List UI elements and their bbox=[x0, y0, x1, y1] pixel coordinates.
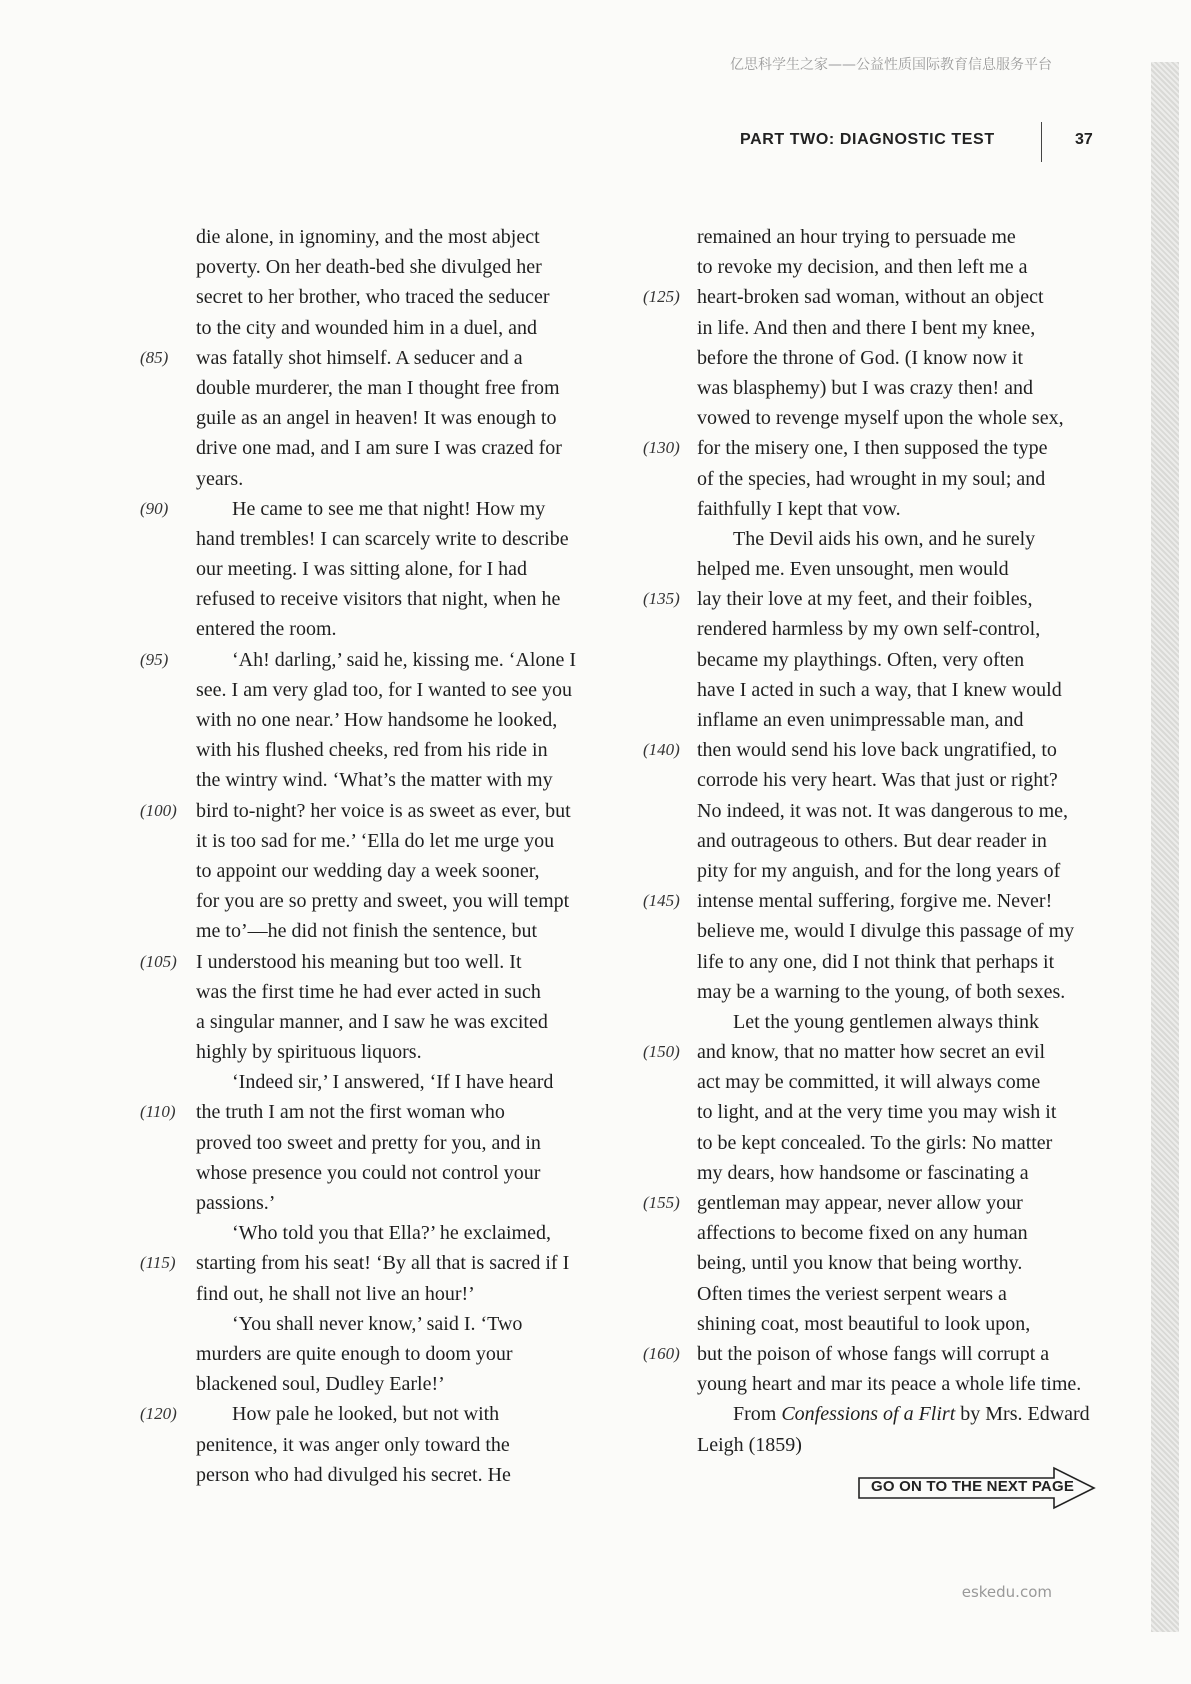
line-text: guile as an angel in heaven! It was enough to bbox=[196, 407, 557, 430]
line-number: (160) bbox=[643, 1343, 680, 1363]
text-line bbox=[643, 1007, 1118, 1037]
right-column bbox=[643, 222, 1118, 1460]
line-text: believe me, would I divulge this passage of my bbox=[697, 920, 1075, 943]
line-text: and know, that no matter how secret an evil bbox=[697, 1041, 1046, 1064]
line-text: ‘Indeed sir,’ I answered, ‘If I have heard bbox=[232, 1071, 554, 1094]
line-text: became my playthings. Often, very often bbox=[697, 648, 1025, 671]
line-text: was blasphemy) but I was crazy then! and bbox=[697, 376, 1033, 399]
line-text: find out, he shall not live an hour!’ bbox=[196, 1282, 475, 1305]
text-line bbox=[643, 1339, 1118, 1369]
line-text: shining coat, most beautiful to look upon, bbox=[697, 1312, 1031, 1335]
citation-author: by Mrs. Edward bbox=[955, 1403, 1090, 1426]
text-line bbox=[140, 614, 615, 644]
line-text: a singular manner, and I saw he was excited bbox=[196, 1010, 548, 1033]
line-text: No indeed, it was not. It was dangerous to me, bbox=[697, 799, 1069, 822]
line-text: young heart and mar its peace a whole life time. bbox=[697, 1373, 1082, 1396]
line-number: (140) bbox=[643, 740, 680, 760]
text-line bbox=[643, 705, 1118, 735]
line-text: to be kept concealed. To the girls: No matter bbox=[697, 1131, 1053, 1154]
watermark-bottom: eskedu.com bbox=[961, 1583, 1052, 1601]
line-text: Often times the veriest serpent wears a bbox=[697, 1282, 1007, 1305]
text-line bbox=[643, 1279, 1118, 1309]
text-line bbox=[643, 1097, 1118, 1127]
citation-year: Leigh (1859) bbox=[697, 1433, 802, 1456]
text-line bbox=[643, 524, 1118, 554]
text-line bbox=[643, 222, 1118, 252]
line-text: see. I am very glad too, for I wanted to see you bbox=[196, 678, 572, 701]
text-line bbox=[643, 403, 1118, 433]
line-text: person who had divulged his secret. He bbox=[196, 1463, 511, 1486]
header-divider bbox=[1041, 122, 1042, 162]
text-line bbox=[643, 826, 1118, 856]
text-line bbox=[140, 464, 615, 494]
line-text: vowed to revenge myself upon the whole sex, bbox=[697, 407, 1064, 430]
text-line bbox=[140, 313, 615, 343]
text-line bbox=[140, 1067, 615, 1097]
text-line bbox=[643, 735, 1118, 765]
text-line bbox=[643, 554, 1118, 584]
text-line bbox=[643, 614, 1118, 644]
line-text: pity for my anguish, and for the long years of bbox=[697, 859, 1061, 882]
text-line bbox=[140, 1037, 615, 1067]
line-text: He came to see me that night! How my bbox=[232, 497, 546, 520]
text-line bbox=[140, 1218, 615, 1248]
line-text: poverty. On her death-bed she divulged her bbox=[196, 256, 542, 279]
line-text: but the poison of whose fangs will corrupt a bbox=[697, 1342, 1050, 1365]
line-number: (135) bbox=[643, 589, 680, 609]
line-text: affections to become fixed on any human bbox=[697, 1222, 1028, 1245]
line-text: faithfully I kept that vow. bbox=[697, 497, 901, 520]
line-text: whose presence you could not control your bbox=[196, 1161, 541, 1184]
text-line bbox=[140, 403, 615, 433]
go-on-label: GO ON TO THE NEXT PAGE bbox=[871, 1478, 1075, 1495]
line-text: proved too sweet and pretty for you, and in bbox=[196, 1131, 541, 1154]
line-number: (115) bbox=[140, 1253, 176, 1273]
text-line bbox=[140, 645, 615, 675]
text-line bbox=[140, 1188, 615, 1218]
citation-title: Confessions of a Flirt bbox=[781, 1403, 956, 1426]
line-text: may be a warning to the young, of both sexes. bbox=[697, 980, 1066, 1003]
text-line bbox=[643, 1218, 1118, 1248]
line-text: it is too sad for me.’ ‘Ella do let me urge you bbox=[196, 829, 555, 852]
text-line bbox=[140, 1007, 615, 1037]
text-line bbox=[643, 1037, 1118, 1067]
line-text: inflame an even unimpressable man, and bbox=[697, 709, 1024, 731]
line-number: (150) bbox=[643, 1042, 680, 1062]
text-line bbox=[643, 675, 1118, 705]
text-line bbox=[643, 645, 1118, 675]
text-line bbox=[643, 1128, 1118, 1158]
line-text: refused to receive visitors that night, when he bbox=[196, 588, 561, 611]
line-text: How pale he looked, but not with bbox=[232, 1403, 500, 1426]
text-line bbox=[643, 252, 1118, 282]
text-line bbox=[140, 584, 615, 614]
line-number: (95) bbox=[140, 649, 169, 669]
line-text: to the city and wounded him in a duel, and bbox=[196, 316, 538, 339]
text-line bbox=[140, 977, 615, 1007]
line-text: years. bbox=[196, 467, 244, 490]
line-text: to light, and at the very time you may wish it bbox=[697, 1101, 1057, 1124]
text-line bbox=[643, 373, 1118, 403]
line-text: the truth I am not the first woman who bbox=[196, 1101, 505, 1124]
text-line bbox=[140, 705, 615, 735]
text-line bbox=[140, 343, 615, 373]
text-line bbox=[140, 947, 615, 977]
text-line bbox=[140, 494, 615, 524]
line-text: to appoint our wedding day a week sooner, bbox=[196, 859, 540, 882]
text-line bbox=[140, 1430, 615, 1460]
text-line bbox=[643, 282, 1118, 312]
text-line bbox=[643, 1067, 1118, 1097]
text-line bbox=[140, 675, 615, 705]
text-line bbox=[643, 494, 1118, 524]
watermark-top: 亿思科学生之家——公益性质国际教育信息服务平台 bbox=[730, 57, 1052, 73]
line-number: (155) bbox=[643, 1193, 680, 1212]
text-line bbox=[643, 916, 1118, 946]
line-text: our meeting. I was sitting alone, for I had bbox=[196, 558, 528, 581]
text-line bbox=[643, 433, 1118, 463]
line-text: me to’—he did not finish the sentence, but bbox=[196, 920, 538, 943]
line-text: intense mental suffering, forgive me. Never! bbox=[697, 890, 1053, 913]
line-text: was fatally shot himself. A seducer and a bbox=[196, 346, 523, 369]
line-text: blackened soul, Dudley Earle!’ bbox=[196, 1373, 445, 1396]
line-text: Let the young gentlemen always think bbox=[733, 1010, 1040, 1033]
text-line bbox=[140, 252, 615, 282]
line-text: the wintry wind. ‘What’s the matter with my bbox=[196, 769, 553, 792]
go-on-next-page-button[interactable] bbox=[858, 1466, 1096, 1510]
line-text: my dears, how handsome or fascinating a bbox=[697, 1161, 1029, 1184]
line-text: act may be committed, it will always come bbox=[697, 1071, 1041, 1094]
line-text: of the species, had wrought in my soul; and bbox=[697, 467, 1046, 490]
text-line bbox=[140, 433, 615, 463]
left-column bbox=[140, 222, 615, 1490]
text-line bbox=[643, 1248, 1118, 1278]
line-number: (100) bbox=[140, 800, 177, 820]
line-text: with his flushed cheeks, red from his ride in bbox=[196, 739, 548, 762]
text-line bbox=[140, 373, 615, 403]
line-number: (85) bbox=[140, 347, 169, 367]
line-text: entered the room. bbox=[196, 618, 337, 641]
text-line bbox=[643, 1158, 1118, 1188]
scan-edge-shadow bbox=[1151, 62, 1179, 1632]
text-line bbox=[643, 464, 1118, 494]
line-text: drive one mad, and I am sure I was crazed for bbox=[196, 437, 562, 460]
text-line bbox=[140, 1128, 615, 1158]
line-text: secret to her brother, who traced the seducer bbox=[196, 286, 550, 309]
line-text: lay their love at my feet, and their foibles, bbox=[697, 588, 1033, 611]
text-line bbox=[140, 826, 615, 856]
text-line bbox=[643, 1188, 1118, 1218]
text-line bbox=[140, 1460, 615, 1490]
line-text: and outrageous to others. But dear reader in bbox=[697, 829, 1047, 852]
text-line bbox=[140, 282, 615, 312]
line-text: murders are quite enough to doom your bbox=[196, 1342, 513, 1365]
line-text: for the misery one, I then supposed the type bbox=[697, 437, 1048, 460]
citation-prefix: From bbox=[733, 1403, 782, 1426]
line-number: (110) bbox=[140, 1102, 176, 1122]
text-line bbox=[140, 796, 615, 826]
citation-line bbox=[643, 1430, 1118, 1460]
text-line bbox=[140, 765, 615, 795]
text-line bbox=[140, 1339, 615, 1369]
citation bbox=[697, 1399, 1090, 1429]
line-text: I understood his meaning but too well. It bbox=[196, 950, 522, 973]
text-line bbox=[643, 584, 1118, 614]
line-text: heart-broken sad woman, without an object bbox=[697, 286, 1044, 309]
line-text: life to any one, did I not think that perhaps it bbox=[697, 950, 1055, 973]
line-text: ‘Ah! darling,’ said he, kissing me. ‘Alone I bbox=[232, 648, 576, 671]
line-text: The Devil aids his own, and he surely bbox=[733, 527, 1036, 550]
line-text: was the first time he had ever acted in such bbox=[196, 980, 541, 1003]
line-text: ‘Who told you that Ella?’ he exclaimed, bbox=[232, 1222, 551, 1245]
line-number: (130) bbox=[643, 438, 680, 458]
text-line bbox=[643, 1309, 1118, 1339]
text-line bbox=[643, 856, 1118, 886]
line-text: have I acted in such a way, that I knew would bbox=[697, 678, 1062, 701]
text-line bbox=[140, 1097, 615, 1127]
line-text: highly by spirituous liquors. bbox=[196, 1041, 422, 1064]
text-line bbox=[140, 1279, 615, 1309]
line-text: rendered harmless by my own self-control, bbox=[697, 618, 1041, 641]
line-text: then would send his love back ungratified, to bbox=[697, 739, 1057, 762]
line-text: starting from his seat! ‘By all that is sacred if I bbox=[196, 1252, 570, 1275]
line-text: gentleman may appear, never allow your bbox=[697, 1192, 1023, 1214]
text-line bbox=[643, 796, 1118, 826]
text-line bbox=[140, 1309, 615, 1339]
line-number: (145) bbox=[643, 891, 680, 911]
line-text: with no one near.’ How handsome he looked, bbox=[196, 709, 558, 731]
line-text: for you are so pretty and sweet, you will tempt bbox=[196, 890, 570, 913]
text-line bbox=[140, 1158, 615, 1188]
line-number: (125) bbox=[643, 287, 680, 307]
text-line bbox=[140, 1399, 615, 1429]
text-line bbox=[643, 313, 1118, 343]
text-line bbox=[643, 765, 1118, 795]
text-line bbox=[140, 916, 615, 946]
text-line bbox=[140, 1369, 615, 1399]
line-text: bird to-night? her voice is as sweet as ever, but bbox=[196, 799, 571, 822]
line-text: before the throne of God. (I know now it bbox=[697, 346, 1024, 369]
line-text: double murderer, the man I thought free from bbox=[196, 376, 560, 399]
line-text: penitence, it was anger only toward the bbox=[196, 1433, 510, 1456]
text-line bbox=[643, 886, 1118, 916]
text-line bbox=[140, 856, 615, 886]
text-line bbox=[140, 886, 615, 916]
text-line bbox=[140, 222, 615, 252]
page-number: 37 bbox=[1075, 131, 1093, 148]
line-text: in life. And then and there I bent my knee, bbox=[697, 316, 1036, 339]
line-text: die alone, in ignominy, and the most abject bbox=[196, 226, 540, 248]
text-line bbox=[140, 735, 615, 765]
text-line bbox=[140, 1248, 615, 1278]
line-number: (120) bbox=[140, 1404, 177, 1424]
running-header: PART TWO: DIAGNOSTIC TEST bbox=[740, 131, 995, 148]
citation-line bbox=[643, 1399, 1118, 1429]
text-line bbox=[140, 554, 615, 584]
text-line bbox=[140, 524, 615, 554]
text-line bbox=[643, 977, 1118, 1007]
line-text: remained an hour trying to persuade me bbox=[697, 226, 1016, 248]
line-text: hand trembles! I can scarcely write to describe bbox=[196, 527, 569, 550]
text-line bbox=[643, 1369, 1118, 1399]
line-text: helped me. Even unsought, men would bbox=[697, 558, 1009, 581]
line-text: passions.’ bbox=[196, 1192, 276, 1214]
text-line bbox=[643, 947, 1118, 977]
line-number: (90) bbox=[140, 498, 169, 518]
line-text: corrode his very heart. Was that just or right? bbox=[697, 769, 1058, 792]
line-text: ‘You shall never know,’ said I. ‘Two bbox=[232, 1312, 523, 1335]
text-line bbox=[643, 343, 1118, 373]
line-text: being, until you know that being worthy. bbox=[697, 1252, 1023, 1275]
line-text: to revoke my decision, and then left me a bbox=[697, 256, 1028, 279]
line-number: (105) bbox=[140, 951, 177, 971]
